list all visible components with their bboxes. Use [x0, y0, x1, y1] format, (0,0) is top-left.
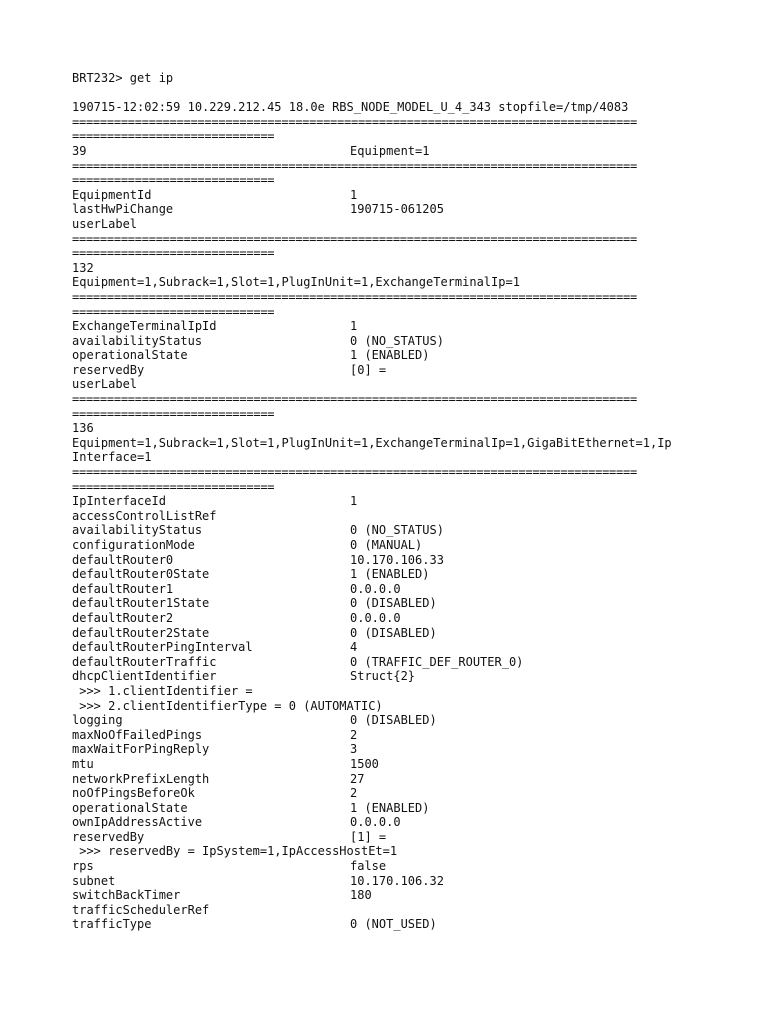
attribute-name: lastHwPiChange: [72, 202, 174, 217]
attribute-value: 1 (ENABLED): [350, 567, 430, 582]
attribute-value: 0 (NOT_USED): [350, 917, 437, 932]
attribute-name: userLabel: [72, 377, 138, 392]
attribute-name: defaultRouterPingInterval: [72, 640, 253, 655]
attribute-row: [72, 742, 712, 757]
attribute-row: [72, 538, 712, 553]
attribute-name: defaultRouter0: [72, 552, 174, 567]
attribute-value: Struct{2}: [350, 669, 416, 684]
attribute-value: 10.170.106.32: [350, 873, 444, 888]
attribute-value: 2: [350, 727, 358, 742]
attribute-value: 0.0.0.0: [350, 610, 401, 625]
attribute-row: [72, 377, 712, 392]
attribute-row: [72, 815, 712, 830]
attribute-name: accessControlListRef: [72, 508, 217, 523]
attribute-row: [72, 772, 712, 787]
blank-line: [72, 86, 712, 101]
attribute-row: [72, 202, 712, 217]
attribute-value: 27: [350, 771, 365, 786]
attribute-row: [72, 553, 712, 568]
attribute-name: IpInterfaceId: [72, 494, 166, 509]
attribute-name: ExchangeTerminalIpId: [72, 319, 217, 334]
output-line: Interface=1: [72, 450, 152, 465]
separator-line: =================================================================================: [72, 231, 637, 246]
attribute-name: dhcpClientIdentifier: [72, 669, 217, 684]
attribute-row: [72, 786, 712, 801]
output-line: 190715-12:02:59 10.229.212.45 18.0e RBS_NODE_MODEL_U_4_343 stopfile=/tmp/4083: [72, 100, 629, 115]
attribute-row: [72, 757, 712, 772]
attribute-row: [72, 830, 712, 845]
output-line: 136: [72, 421, 94, 436]
attribute-row: [72, 669, 712, 684]
attribute-name: defaultRouter0State: [72, 567, 210, 582]
attribute-value: 0 (NO_STATUS): [350, 523, 444, 538]
attribute-value: 10.170.106.33: [350, 552, 444, 567]
attribute-name: defaultRouter1State: [72, 596, 210, 611]
attribute-value: 3: [350, 742, 358, 757]
separator-line: =================================================================================: [72, 158, 637, 173]
attribute-name: rps: [72, 859, 94, 874]
attribute-value: 0 (NO_STATUS): [350, 333, 444, 348]
attribute-value: [1] =: [350, 829, 387, 844]
output-line: >>> 2.clientIdentifierType = 0 (AUTOMATIC): [72, 698, 383, 713]
attribute-name: availabilityStatus: [72, 333, 203, 348]
attribute-name: noOfPingsBeforeOk: [72, 786, 195, 801]
attribute-value: 1: [350, 319, 358, 334]
terminal-output: [72, 71, 712, 932]
attribute-value: 0.0.0.0: [350, 581, 401, 596]
attribute-name: operationalState: [72, 348, 188, 363]
attribute-row: [72, 188, 712, 203]
attribute-name: configurationMode: [72, 538, 195, 552]
attribute-value: [0] =: [350, 362, 387, 377]
separator-line: =================================================================================: [72, 289, 637, 304]
attribute-value: 4: [350, 640, 358, 655]
separator-line: =================================================================================: [72, 114, 637, 129]
attribute-row: [72, 640, 712, 655]
attribute-row: [72, 859, 712, 874]
attribute-row: [72, 874, 712, 889]
attribute-name: EquipmentId: [72, 187, 152, 202]
attribute-name: switchBackTimer: [72, 888, 181, 903]
attribute-name: availabilityStatus: [72, 523, 203, 538]
attribute-row: [72, 334, 712, 349]
attribute-value: 1: [350, 494, 358, 509]
attribute-row: [72, 611, 712, 626]
output-line: 132: [72, 260, 94, 275]
attribute-name: mtu: [72, 756, 94, 771]
attribute-row: [72, 903, 712, 918]
attribute-row: [72, 509, 712, 524]
attribute-row: [72, 582, 712, 597]
output-line: >>> 1.clientIdentifier =: [72, 683, 253, 698]
attribute-row: [72, 888, 712, 903]
attribute-value: 0 (DISABLED): [350, 596, 437, 611]
attribute-name: defaultRouter1: [72, 581, 174, 596]
attribute-value: 180: [350, 888, 372, 903]
separator-line: =============================: [72, 406, 275, 421]
attribute-row: [72, 626, 712, 641]
separator-line: =================================================================================: [72, 392, 637, 407]
attribute-name: reservedBy: [72, 829, 145, 844]
attribute-name: subnet: [72, 873, 116, 888]
separator-line: =============================: [72, 304, 275, 319]
attribute-value: 0 (TRAFFIC_DEF_ROUTER_0): [350, 654, 524, 669]
attribute-value: 1500: [350, 756, 379, 771]
attribute-name: defaultRouter2State: [72, 625, 210, 640]
attribute-row: [72, 655, 712, 670]
attribute-row: [72, 801, 712, 816]
attribute-value: 190715-061205: [350, 202, 444, 217]
attribute-value: 1: [350, 187, 358, 202]
attribute-row: [72, 319, 712, 334]
separator-line: =================================================================================: [72, 465, 637, 480]
attribute-row: [72, 348, 712, 363]
attribute-value: 2: [350, 786, 358, 801]
attribute-name: trafficType: [72, 917, 152, 932]
attribute-row: [72, 144, 712, 159]
attribute-name: defaultRouter2: [72, 610, 174, 625]
attribute-row: [72, 713, 712, 728]
attribute-row: [72, 217, 712, 232]
output-line: >>> reservedBy = IpSystem=1,IpAccessHostEt=1: [72, 844, 398, 859]
separator-line: =============================: [72, 479, 275, 494]
attribute-name: networkPrefixLength: [72, 771, 210, 786]
attribute-name: trafficSchedulerRef: [72, 902, 210, 917]
attribute-value: 0 (DISABLED): [350, 625, 437, 640]
attribute-name: defaultRouterTraffic: [72, 654, 217, 669]
attribute-name: reservedBy: [72, 362, 145, 377]
attribute-row: [72, 567, 712, 582]
attribute-row: [72, 523, 712, 538]
attribute-row: [72, 363, 712, 378]
attribute-row: [72, 596, 712, 611]
attribute-value: 1 (ENABLED): [350, 800, 430, 815]
attribute-name: maxWaitForPingReply: [72, 742, 210, 757]
attribute-value: 1 (ENABLED): [350, 348, 430, 363]
attribute-name: logging: [72, 713, 123, 728]
attribute-row: [72, 728, 712, 743]
attribute-name: userLabel: [72, 216, 138, 231]
attribute-value: false: [350, 859, 387, 874]
command-prompt: BRT232> get ip: [72, 71, 174, 85]
attribute-value: 0 (DISABLED): [350, 713, 437, 728]
attribute-name: maxNoOfFailedPings: [72, 727, 203, 742]
output-line: Equipment=1,Subrack=1,Slot=1,PlugInUnit=1,ExchangeTerminalIp=1,GigaBitEthernet=1,Ip: [72, 435, 672, 450]
attribute-value: Equipment=1: [350, 143, 430, 158]
separator-line: =============================: [72, 173, 275, 188]
attribute-value: 0.0.0.0: [350, 815, 401, 830]
separator-line: =============================: [72, 246, 275, 261]
attribute-name: ownIpAddressActive: [72, 815, 203, 830]
separator-line: =============================: [72, 129, 275, 144]
output-line: Equipment=1,Subrack=1,Slot=1,PlugInUnit=1,ExchangeTerminalIp=1: [72, 275, 520, 290]
attribute-row: [72, 917, 712, 932]
attribute-name: 39: [72, 143, 87, 158]
attribute-row: [72, 494, 712, 509]
attribute-value: 0 (MANUAL): [350, 538, 423, 552]
attribute-name: operationalState: [72, 800, 188, 815]
